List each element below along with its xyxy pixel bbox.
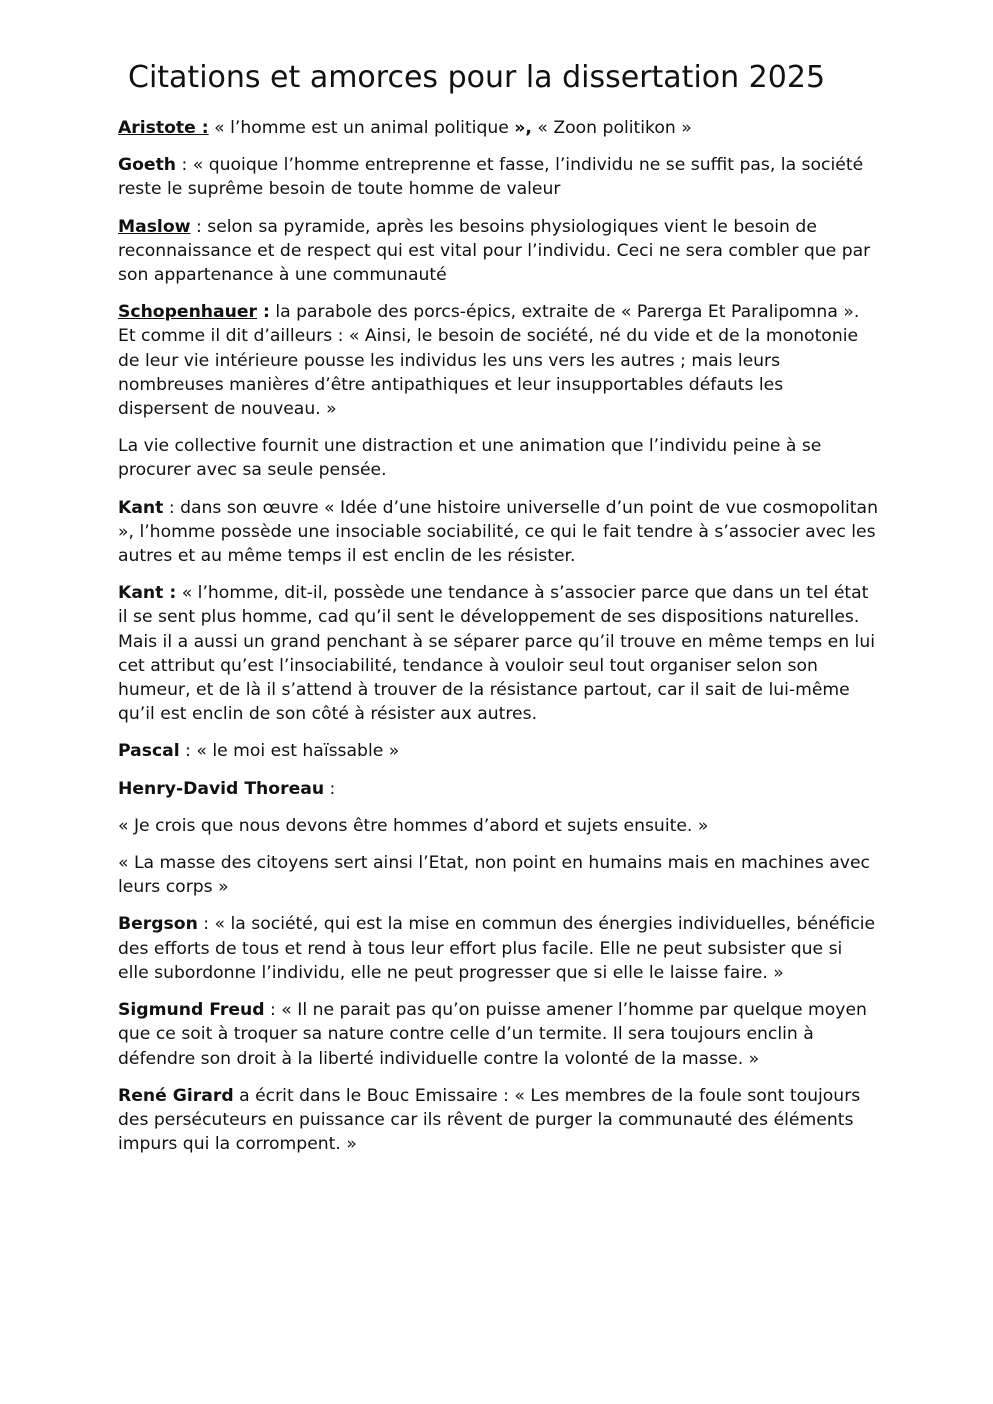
quote-thoreau-heading: [118, 777, 878, 801]
quote-aristote: [118, 116, 878, 140]
quote-text: : « quoique l’homme entreprenne et fasse, l’individu ne se suffit pas, la société reste le suprême besoin de toute homme de valeur: [118, 155, 864, 200]
quote-thoreau-1: [118, 814, 878, 838]
author-name: Kant: [118, 497, 164, 518]
quote-text: a écrit dans le Bouc Emissaire : « Les membres de la foule sont toujours des persécuteurs en puissance car ils rêvent de purger la communauté des éléments impurs qui la corrompent. »: [118, 1085, 861, 1155]
quote-text: :: [324, 778, 336, 799]
document-body: [118, 116, 878, 1169]
quote-schopenhauer: [118, 300, 878, 421]
quote-pascal: [118, 739, 878, 763]
quote-text: « l’homme, dit-il, possède une tendance à s’associer parce que dans un tel état il se sent plus homme, cad qu’il sent le développement de ses dispositions naturelles. Mais il a aussi un grand penchant à se séparer parce qu’il trouve en même temps en lui cet attribut qu’est l’insociabilité, tendance à vouloir seul tout organiser selon son humeur, et de là il s’attend à trouver de la résistance partout, car il sait de lui-même qu’il est enclin de son côté à résister aux autres.: [118, 583, 875, 725]
quote-text: : dans son œuvre « Idée d’une histoire universelle d’un point de vue cosmopolitan », l’homme possède une insociable sociabilité, ce qui le fait tendre à s’associer avec les autres et au même temps il est enclin de les résister.: [118, 497, 878, 567]
author-name: Bergson: [118, 914, 198, 935]
author-name: René Girard: [118, 1085, 234, 1106]
quote-bergson: [118, 912, 878, 985]
author-name: Pascal: [118, 741, 180, 762]
quote-text: « Je crois que nous devons être hommes d’abord et sujets ensuite. »: [118, 815, 709, 836]
quote-goeth: [118, 153, 878, 201]
author-name: Henry-David Thoreau: [118, 778, 325, 799]
quote-freud: [118, 998, 878, 1071]
quote-maslow: [118, 215, 878, 288]
quote-text: : selon sa pyramide, après les besoins physiologiques vient le besoin de reconnaissance et de respect qui est vital pour l’individu. Ceci ne sera combler que par son appartenance à une communauté: [118, 216, 871, 286]
quote-text: : « la société, qui est la mise en commun des énergies individuelles, bénéficie des efforts de tous et rend à tous leur effort plus facile. Elle ne peut subsister que si elle subordonne l’individu, elle ne peut progresser que si elle le laisse faire. »: [118, 914, 876, 983]
author-name: Schopenhauer: [118, 302, 258, 323]
quote-kant-2: [118, 581, 878, 726]
quote-text: « La masse des citoyens sert ainsi l’Etat, non point en humains mais en machines avec leurs corps »: [118, 853, 870, 898]
author-name: Goeth: [118, 155, 177, 176]
author-name: Sigmund Freud: [118, 1000, 265, 1021]
quote-text: « l’homme est un animal politique: [208, 118, 515, 138]
quote-thoreau-2: [118, 851, 878, 899]
quote-girard: [118, 1084, 878, 1157]
paragraph-text: La vie collective fournit une distraction et une animation que l’individu peine à se procurer avec sa seule pensée.: [118, 436, 822, 481]
author-name: Kant :: [118, 583, 177, 604]
commentary-paragraph: [118, 434, 878, 482]
document-title: Citations et amorces pour la dissertation 2025: [128, 60, 826, 95]
quote-mark: »,: [514, 118, 532, 138]
quote-text: : « Il ne parait pas qu’on puisse amener l’homme par quelque moyen que ce soit à troquer sa nature contre celle d’un termite. Il sera toujours enclin à défendre son droit à la liberté individuelle contre la volonté de la masse. »: [118, 1000, 867, 1069]
quote-kant-1: [118, 496, 878, 569]
author-name: Maslow: [118, 216, 191, 237]
quote-text: : « le moi est haïssable »: [179, 741, 400, 762]
quote-text: « Zoon politikon »: [531, 118, 692, 138]
author-name: Aristote :: [118, 118, 209, 138]
quote-text: la parabole des porcs-épics, extraite de « Parerga Et Paralipomna ». Et comme il dit d’ailleurs : « Ainsi, le besoin de société, né du vide et de la monotonie de leur vie intérieure pousse les individus les uns vers les autres ; mais leurs nombreuses manières d’être antipathiques et leur insupportables défauts les dispersent de nouveau. »: [118, 302, 860, 420]
author-colon: :: [257, 302, 270, 323]
